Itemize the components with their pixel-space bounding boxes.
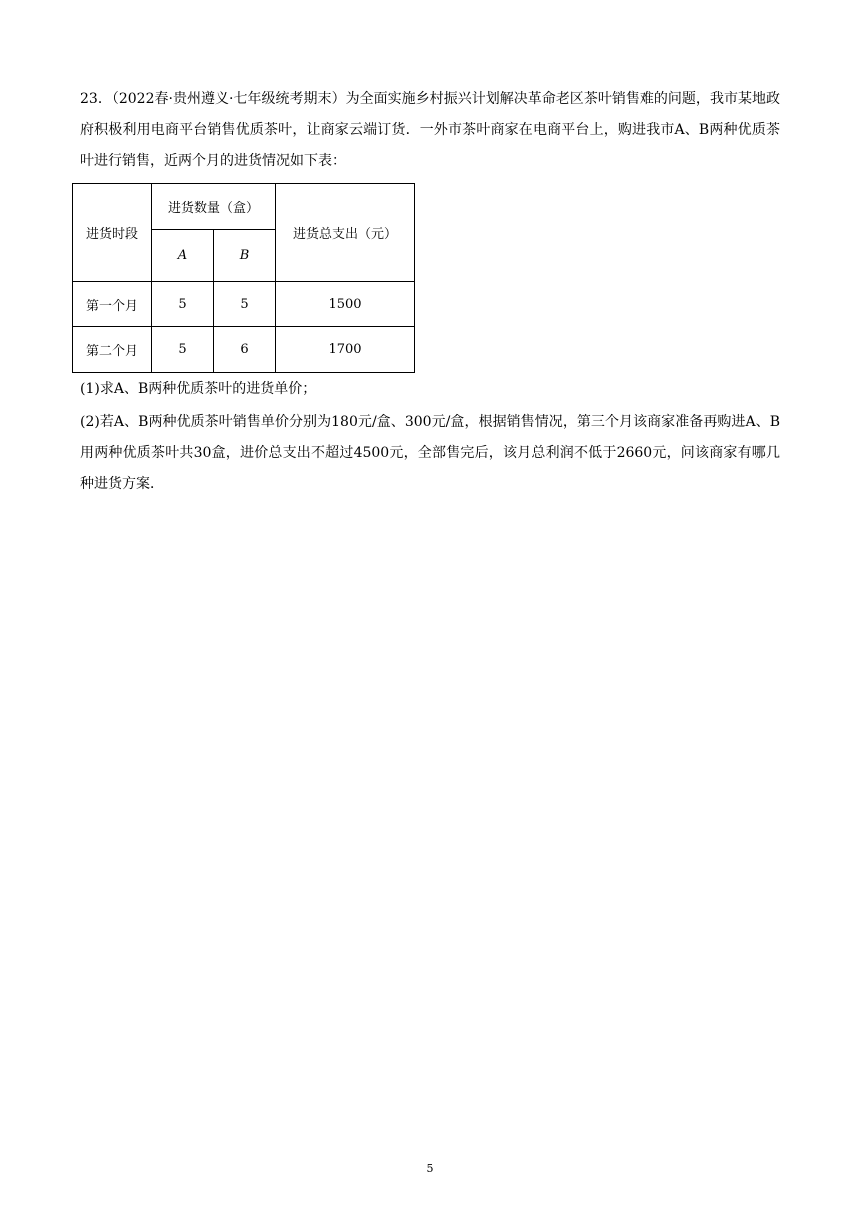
row-b-quantity: 6 — [214, 327, 276, 373]
row-period: 第二个月 — [73, 327, 152, 373]
row-a-quantity: 5 — [152, 282, 214, 327]
page-number: 5 — [426, 1162, 434, 1175]
question-part-1: (1)求A、B两种优质茶叶的进货单价； — [80, 381, 317, 397]
header-total: 进货总支出（元） — [276, 184, 415, 282]
row-period: 第一个月 — [73, 282, 152, 327]
table-row — [73, 282, 415, 327]
question-part-2: (2)若A、B两种优质茶叶销售单价分别为180元/盒、300元/盒，根据销售情况，第三个月该商家准备再购进A、B用两种优质茶叶共30盒，进价总支出不超过4500元，全部售完后，该月总利润不低于2660元，问该商家有哪几种进货方案． — [80, 414, 780, 492]
question-intro: 23．（2022春·贵州遵义·七年级统考期末）为全面实施乡村振兴计划解决革命老区茶叶销售难的问题，我市某地政府积极利用电商平台销售优质茶叶，让商家云端订货．一外市茶叶商家在电商平台上，购进我市A、B两种优质茶叶进行销售，近两个月的进货情况如下表： — [80, 91, 780, 169]
subheader-a: A — [152, 230, 214, 282]
subheader-b: B — [214, 230, 276, 282]
row-b-quantity: 5 — [214, 282, 276, 327]
header-quantity: 进货数量（盒） — [152, 184, 276, 230]
row-total: 1500 — [276, 282, 415, 327]
header-period: 进货时段 — [73, 184, 152, 282]
row-a-quantity: 5 — [152, 327, 214, 373]
table-row — [73, 327, 415, 373]
purchase-table — [72, 183, 415, 373]
row-total: 1700 — [276, 327, 415, 373]
